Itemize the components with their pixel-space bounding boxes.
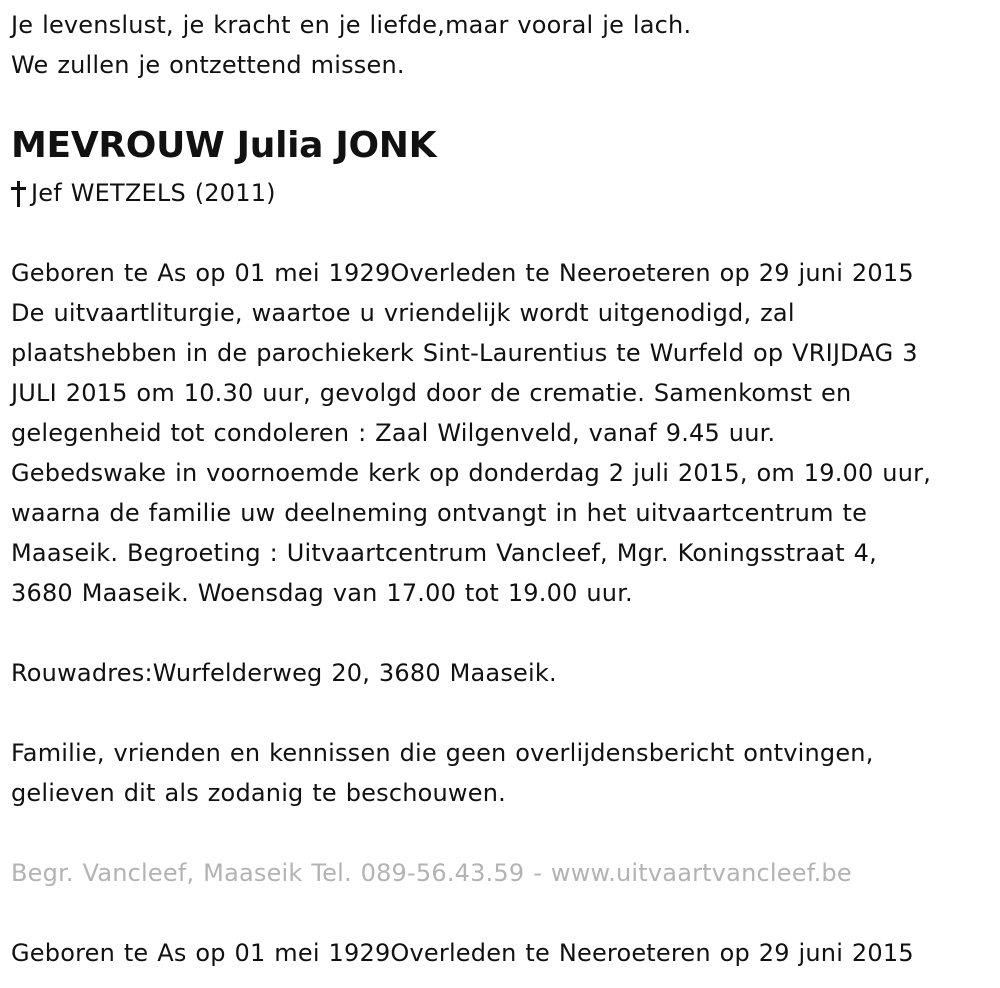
details-line: waarna de familie uw deelneming ontvangt in het uitvaartcentrum te (11, 499, 868, 527)
family-notice (11, 733, 874, 813)
mourning-address: Rouwadres:Wurfelderweg 20, 3680 Maaseik. (11, 659, 557, 687)
spouse-line (11, 173, 276, 213)
intro-line: Je levenslust, je kracht en je liefde,maar vooral je lach. (11, 11, 692, 39)
funeral-details (11, 253, 931, 613)
spouse-name: Jef WETZELS (2011) (31, 179, 276, 207)
details-line: De uitvaartliturgie, waartoe u vriendelijk wordt uitgenodigd, zal (11, 299, 795, 327)
family-notice-line: gelieven dit als zodanig te beschouwen. (11, 779, 506, 807)
intro-quote (11, 5, 691, 85)
details-line: Maaseik. Begroeting : Uitvaartcentrum Vancleef, Mgr. Koningsstraat 4, (11, 539, 877, 567)
details-line: Gebedswake in voornoemde kerk op donderdag 2 juli 2015, om 19.00 uur, (11, 459, 932, 487)
details-line: JULI 2015 om 10.30 uur, gevolgd door de crematie. Samenkomst en (11, 379, 852, 407)
details-line: 3680 Maaseik. Woensdag van 17.00 tot 19.00 uur. (11, 579, 633, 607)
footer-dates: Geboren te As op 01 mei 1929Overleden te Neeroeteren op 29 juni 2015 (11, 939, 914, 967)
family-notice-line: Familie, vrienden en kennissen die geen overlijdensbericht ontvingen, (11, 739, 874, 767)
cross-icon (11, 181, 27, 207)
details-line: Geboren te As op 01 mei 1929Overleden te Neeroeteren op 29 juni 2015 (11, 259, 914, 287)
deceased-name: MEVROUW Julia JONK (11, 125, 437, 166)
details-line: gelegenheid tot condoleren : Zaal Wilgenveld, vanaf 9.45 uur. (11, 419, 776, 447)
undertaker-info: Begr. Vancleef, Maaseik Tel. 089-56.43.59 - www.uitvaartvancleef.be (11, 859, 852, 887)
details-line: plaatshebben in de parochiekerk Sint-Laurentius te Wurfeld op VRIJDAG 3 (11, 339, 918, 367)
intro-line: We zullen je ontzettend missen. (11, 51, 405, 79)
